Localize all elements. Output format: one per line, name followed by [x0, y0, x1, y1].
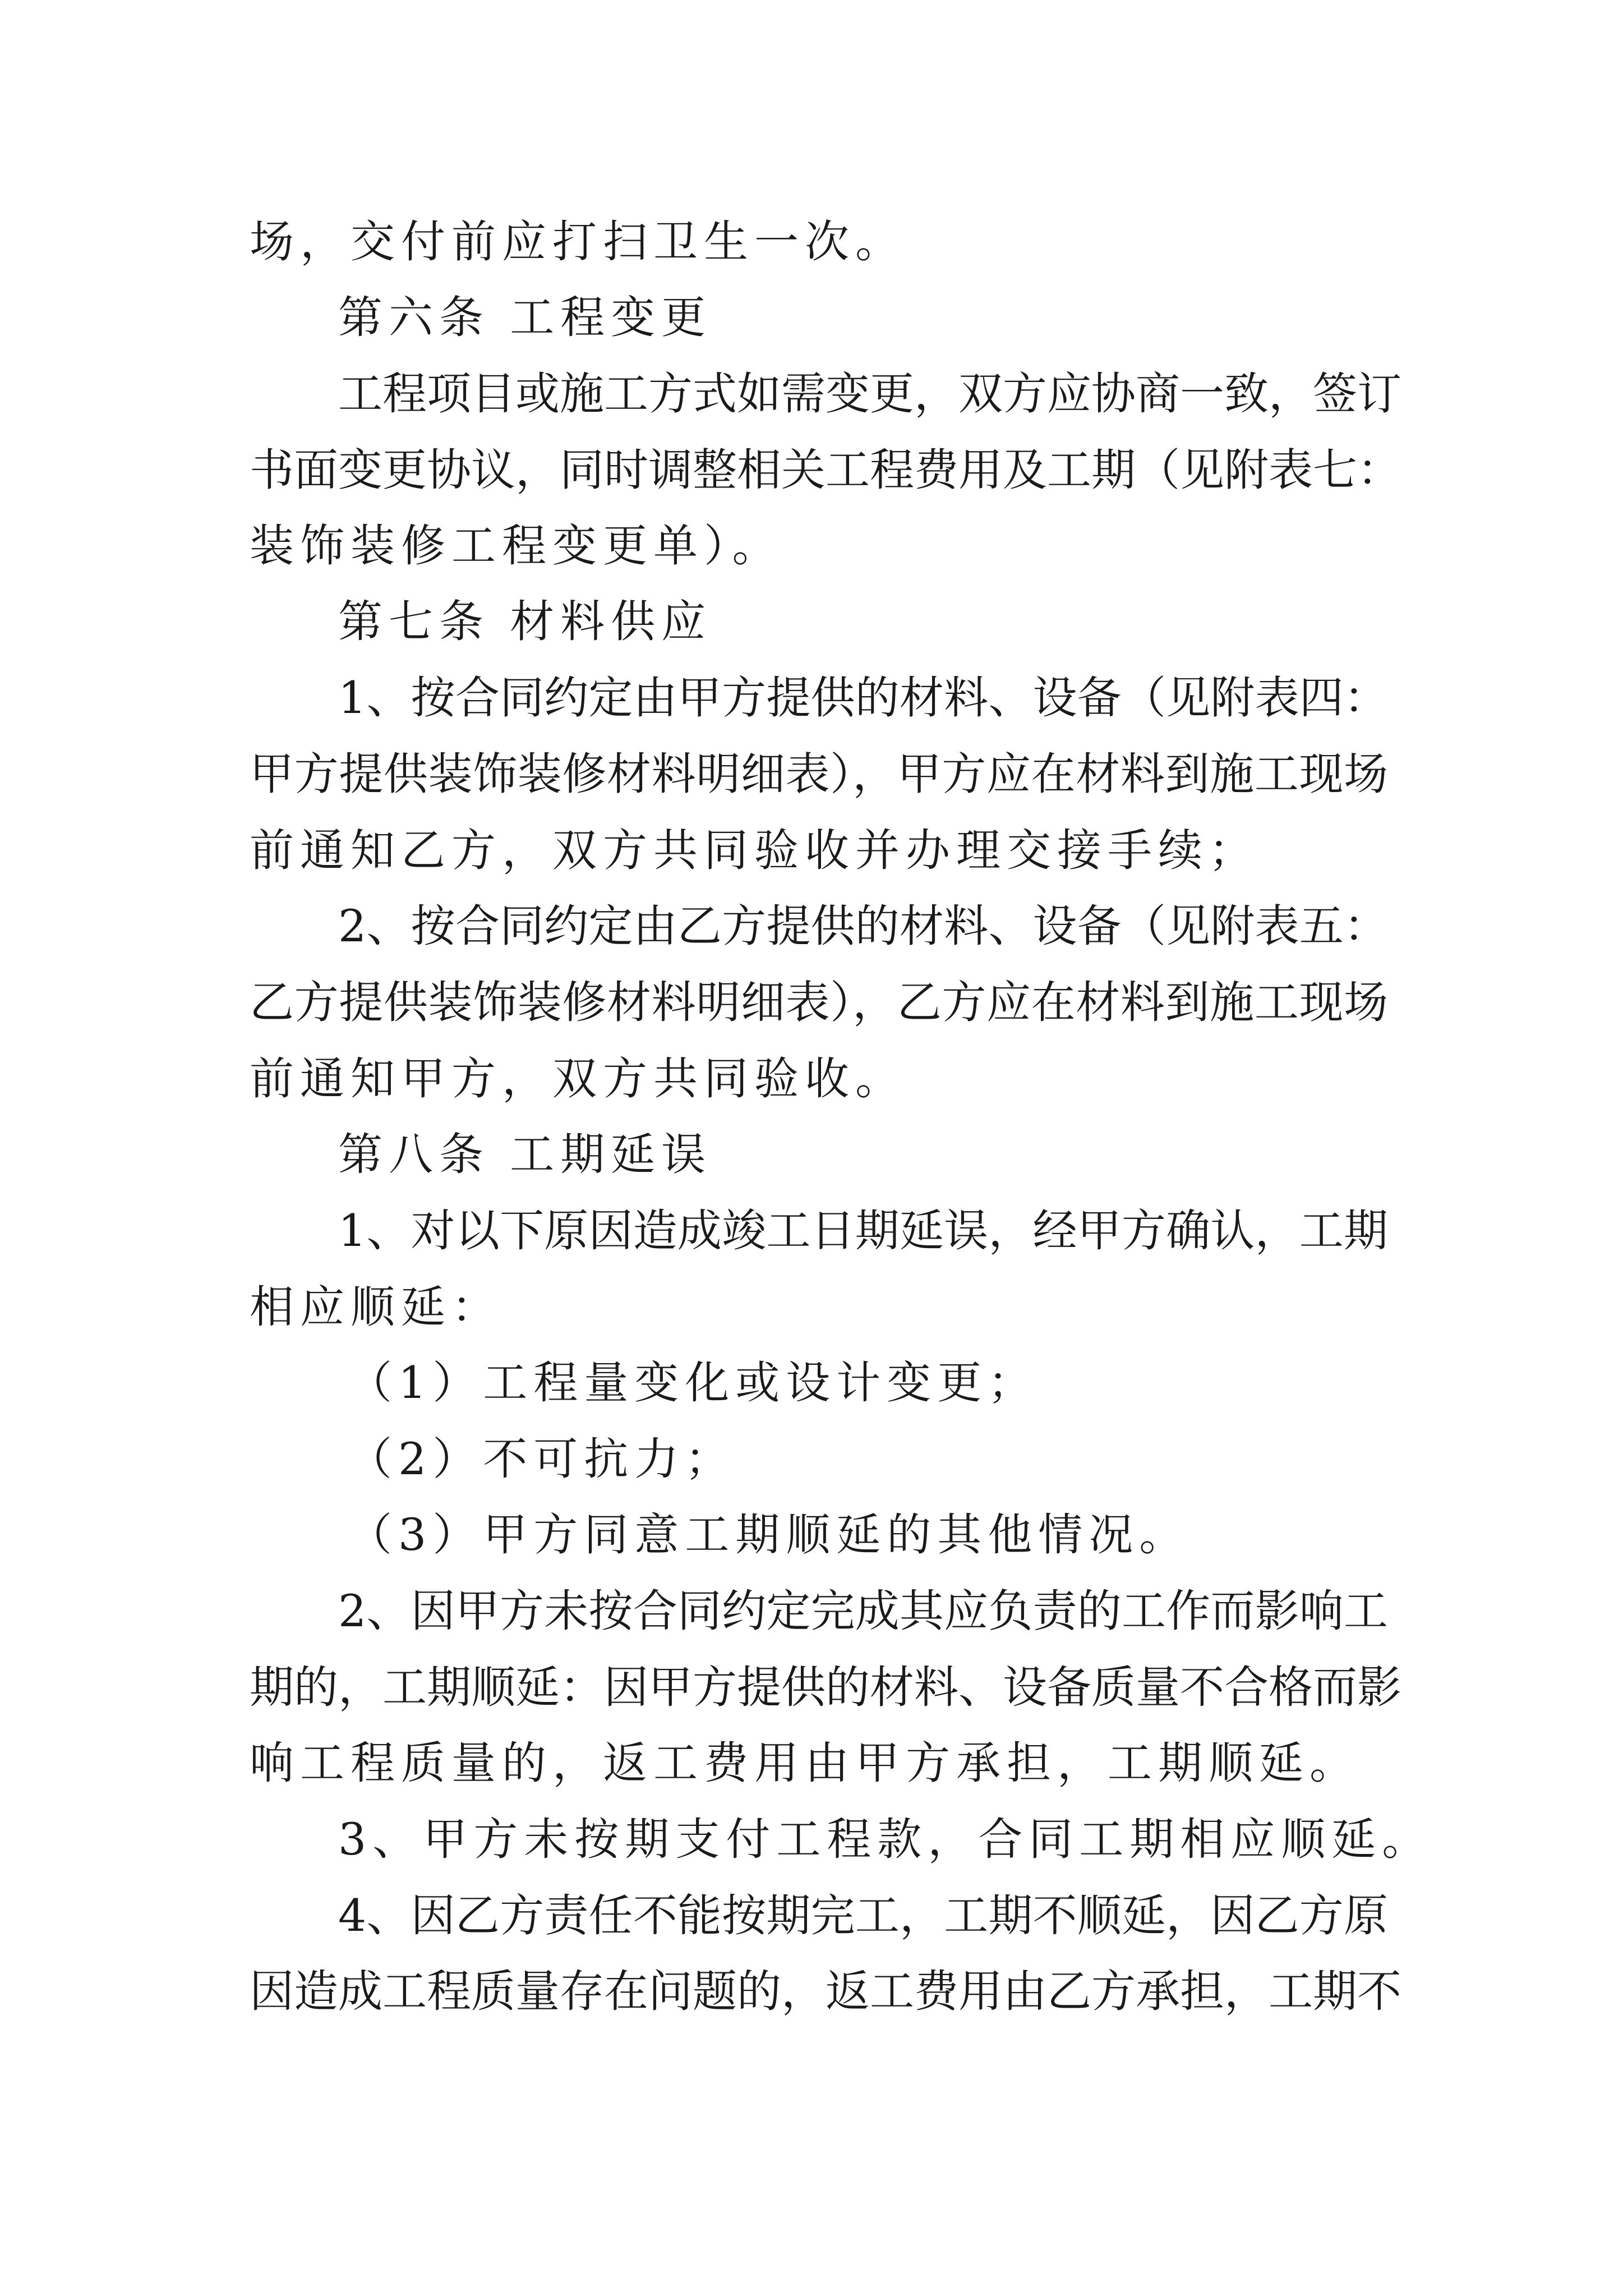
text-line: 场，交付前应打扫卫生一次。: [250, 216, 906, 268]
text-line: 工程项目或施工方式如需变更，双方应协商一致，签订: [338, 368, 1401, 420]
list-item: （3）甲方同意工期顺延的其他情况。: [348, 1509, 1190, 1561]
list-item: （2）不可抗力；: [348, 1433, 736, 1485]
text-line: 乙方提供装饰装修材料明细表），乙方应在材料到施工现场: [250, 977, 1388, 1028]
text-line: 1、按合同约定由甲方提供的材料、设备（见附表四：: [338, 672, 1388, 724]
list-item: （1）工程量变化或设计变更；: [348, 1357, 1039, 1409]
text-line: 前通知乙方，双方共同验收并办理交接手续；: [250, 825, 1259, 876]
text-line: 前通知甲方，双方共同验收。: [250, 1053, 906, 1105]
text-line: 1、对以下原因造成竣工日期延误，经甲方确认，工期: [338, 1205, 1388, 1257]
text-line: 2、因甲方未按合同约定完成其应负责的工作而影响工: [338, 1585, 1388, 1637]
text-line: 甲方提供装饰装修材料明细表），甲方应在材料到施工现场: [250, 748, 1388, 800]
text-line: 书面变更协议，同时调整相关工程费用及工期（见附表七：: [250, 444, 1401, 496]
text-line: 响工程质量的，返工费用由甲方承担，工期顺延。: [250, 1737, 1360, 1789]
article-heading: 第六条 工程变更: [338, 292, 712, 343]
text-line: 装饰装修工程变更单）。: [250, 520, 783, 572]
text-line: 因造成工程质量存在问题的，返工费用由乙方承担，工期不: [250, 1966, 1401, 2017]
article-heading: 第七条 材料供应: [338, 596, 712, 647]
text-line: 期的，工期顺延：因甲方提供的材料、设备质量不合格而影: [250, 1662, 1401, 1713]
text-line: 2、按合同约定由乙方提供的材料、设备（见附表五：: [338, 900, 1388, 952]
text-line: 4、因乙方责任不能按期完工，工期不顺延，因乙方原: [338, 1890, 1388, 1941]
article-heading: 第八条 工期延误: [338, 1129, 712, 1180]
text-line: 3、甲方未按期支付工程款，合同工期相应顺延。: [338, 1814, 1433, 1865]
text-line: 相应顺延：: [250, 1281, 502, 1333]
